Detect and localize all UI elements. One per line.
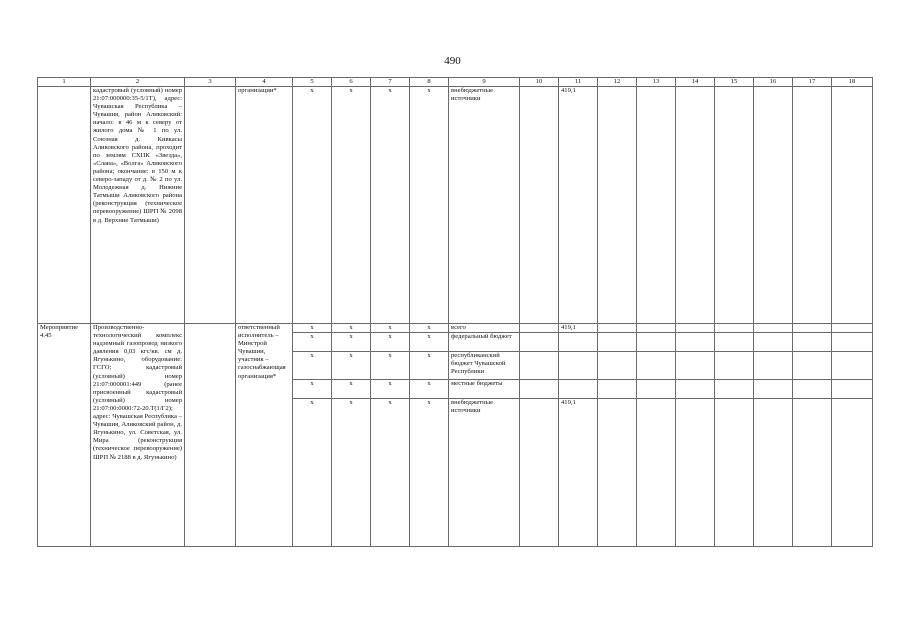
funding-source: внебюджетные источники <box>449 399 520 547</box>
cell-x: х <box>293 352 332 380</box>
funding-source: местные бюджеты <box>449 380 520 399</box>
cell-x: х <box>410 352 449 380</box>
column-header: 5 <box>293 78 332 87</box>
executor-cell: организации* <box>236 87 293 324</box>
column-header: 7 <box>371 78 410 87</box>
column-header: 15 <box>715 78 754 87</box>
page-number: 490 <box>444 55 461 67</box>
cell-x: х <box>410 87 449 324</box>
cell-x: х <box>371 333 410 352</box>
column-header: 3 <box>185 78 236 87</box>
amount-cell <box>559 352 598 380</box>
column-header: 6 <box>332 78 371 87</box>
cell-x: х <box>410 380 449 399</box>
cell-x: х <box>332 333 371 352</box>
cell-x: х <box>293 380 332 399</box>
object-description: Производственно-технологический комплекс надземный газопровод низкого давления 0,03 кгс/кв. см д. Ягунькино, оборудование: ГСГО; кадастровый (условный) номер 21:07:000001:449 (ранее присвоенный кадастровый (условный) номер 21:07:00:0000:72-20.Т(1/Г2); адрес: Чувашская Республика – Чувашия, Аликовский район, д. Ягунькино, ул. Советская, ул. Мира (реконструкция (техническое перевооружение) ШРП № 2188 в д. Ягунькино) <box>91 324 185 547</box>
cell-x: х <box>332 399 371 547</box>
empty-cell <box>185 324 236 547</box>
table-row <box>38 324 873 333</box>
column-header: 2 <box>91 78 185 87</box>
cell-x: х <box>410 333 449 352</box>
cell-x: х <box>371 399 410 547</box>
cell-x: х <box>332 324 371 333</box>
column-header: 12 <box>598 78 637 87</box>
amount-cell: 419,1 <box>559 324 598 333</box>
empty-cell <box>185 87 236 324</box>
amount-cell: 419,1 <box>559 87 598 324</box>
cell-x: х <box>332 352 371 380</box>
funding-source: республиканский бюджет Чувашской Республики <box>449 352 520 380</box>
column-header: 18 <box>832 78 873 87</box>
cell-x: х <box>332 87 371 324</box>
cell-x: х <box>293 399 332 547</box>
funding-source: федеральный бюджет <box>449 333 520 352</box>
cell-x: х <box>371 352 410 380</box>
column-header: 1 <box>38 78 91 87</box>
cell-x: х <box>332 380 371 399</box>
funding-source: всего <box>449 324 520 333</box>
column-header: 10 <box>520 78 559 87</box>
column-header: 9 <box>449 78 520 87</box>
column-number-row <box>38 78 873 87</box>
object-description: кадастровый (условный) номер 21:07:000000:35-5/1Т), адрес: Чувашская Республика – Чувашия, район Аликовский: начало: в 46 м к северу от жилого дома № 1 по ул. Союзная д. Кивкасы Аликовского района, проходит по землям СХПК «Звезда», «Слава», «Волга» Аликовского района; окончание: в 150 м к северо-западу от д. № 2 по ул. Молодежная д. Нижние Татмыши Аликовского района (реконструкция (техническое перевооружение) ШРП № 2098 в д. Верхние Татмыши) <box>91 87 185 324</box>
amount-cell: 419,1 <box>559 399 598 547</box>
column-header: 13 <box>637 78 676 87</box>
measure-label: Мероприятие 4.45 <box>38 324 91 547</box>
amount-cell <box>559 380 598 399</box>
measure-label-cell <box>38 87 91 324</box>
column-header: 4 <box>236 78 293 87</box>
empty-cell <box>520 87 559 324</box>
table-row <box>38 87 873 324</box>
funding-source: внебюджетные источники <box>449 87 520 324</box>
column-header: 11 <box>559 78 598 87</box>
executor-cell: ответственный исполнитель – Минстрой Чувашии, участник – газоснабжающая организация* <box>236 324 293 547</box>
cell-x: х <box>293 87 332 324</box>
column-header: 8 <box>410 78 449 87</box>
cell-x: х <box>293 333 332 352</box>
amount-cell <box>559 333 598 352</box>
cell-x: х <box>410 399 449 547</box>
column-header: 14 <box>676 78 715 87</box>
cell-x: х <box>371 380 410 399</box>
program-table <box>37 77 873 547</box>
column-header: 17 <box>793 78 832 87</box>
cell-x: х <box>410 324 449 333</box>
cell-x: х <box>371 324 410 333</box>
column-header: 16 <box>754 78 793 87</box>
cell-x: х <box>371 87 410 324</box>
cell-x: х <box>293 324 332 333</box>
